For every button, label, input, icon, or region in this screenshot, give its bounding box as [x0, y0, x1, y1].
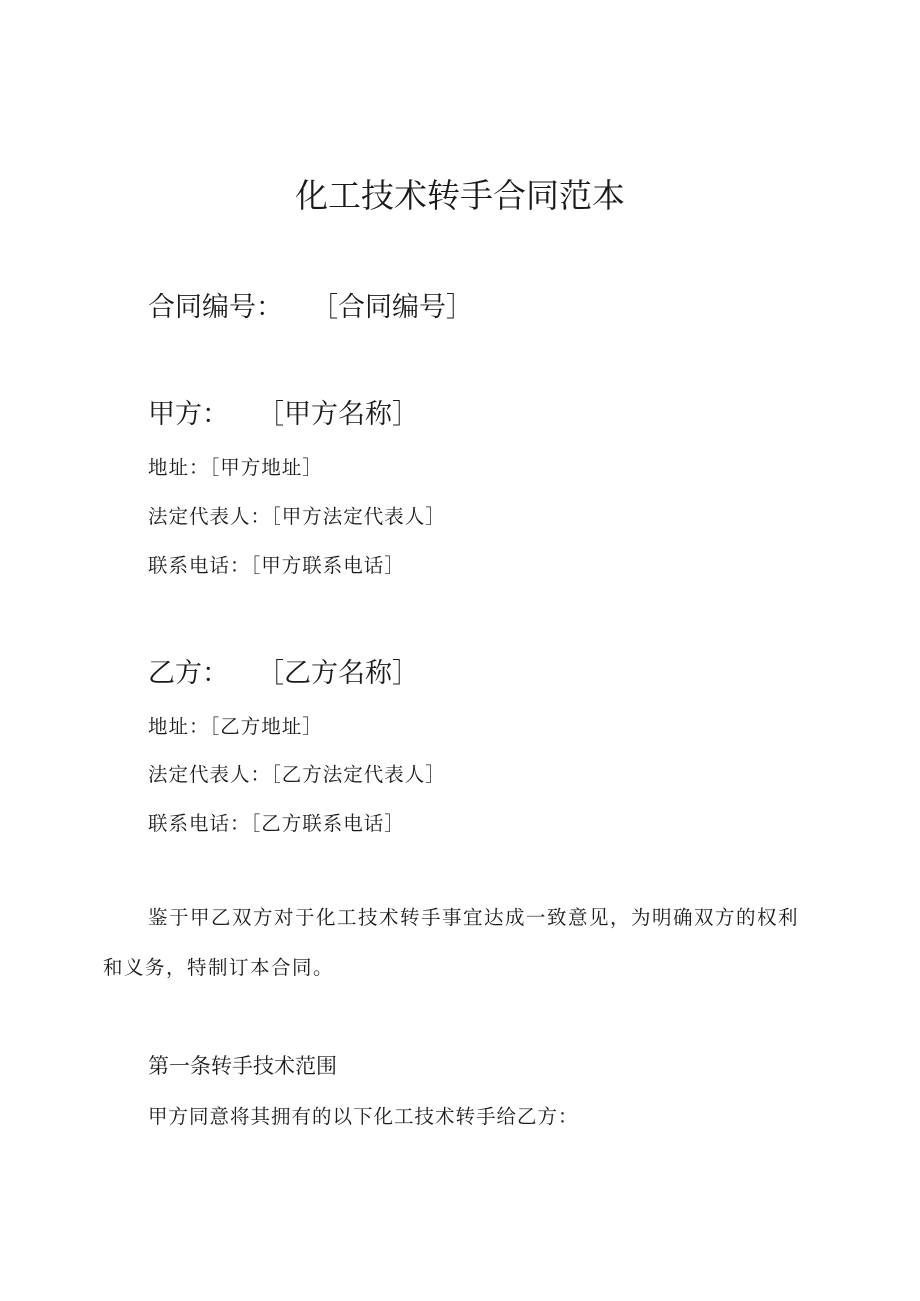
- party-b-address-line: [148, 714, 323, 740]
- party-a-phone-value: ［甲方联系电话］: [250, 554, 405, 577]
- party-a-representative-line: [148, 504, 446, 530]
- party-b-phone-label: 联系电话：: [148, 812, 251, 835]
- party-b-name: ［乙方名称］: [257, 658, 419, 689]
- party-a-representative-value: ［甲方法定代表人］: [271, 505, 446, 528]
- party-b-representative-value: ［乙方法定代表人］: [271, 763, 446, 786]
- party-b-address-value: ［乙方地址］: [209, 715, 323, 738]
- party-b-heading: [148, 656, 419, 692]
- party-b-address-label: 地址：: [148, 715, 210, 738]
- document-title: 化工技术转手合同范本: [295, 176, 625, 215]
- party-a-phone-line: [148, 553, 405, 579]
- party-b-representative-label: 法定代表人：: [148, 763, 272, 786]
- party-a-address-label: 地址：: [148, 456, 210, 479]
- party-b-phone-value: ［乙方联系电话］: [250, 812, 405, 835]
- party-b-heading-label: 乙方：: [148, 658, 229, 689]
- contract-number-line: [148, 290, 473, 326]
- article-1-heading: 第一条转手技术范围: [148, 1054, 337, 1078]
- contract-number-label: 合同编号：: [148, 292, 283, 323]
- party-b-phone-line: [148, 811, 405, 837]
- contract-number-value: ［合同编号］: [311, 292, 473, 323]
- party-a-heading-label: 甲方：: [148, 399, 229, 430]
- party-a-representative-label: 法定代表人：: [148, 505, 272, 528]
- preamble-paragraph: 鉴于甲乙双方对于化工技术转手事宜达成一致意见，为明确双方的权利和义务，特制订本合同。: [103, 906, 800, 979]
- party-a-heading: [148, 397, 419, 433]
- party-a-phone-label: 联系电话：: [148, 554, 251, 577]
- party-a-address-line: [148, 455, 323, 481]
- party-a-address-value: ［甲方地址］: [209, 456, 323, 479]
- party-a-name: ［甲方名称］: [257, 399, 419, 430]
- party-b-representative-line: [148, 762, 446, 788]
- article-1-text: 甲方同意将其拥有的以下化工技术转手给乙方：: [148, 1105, 579, 1128]
